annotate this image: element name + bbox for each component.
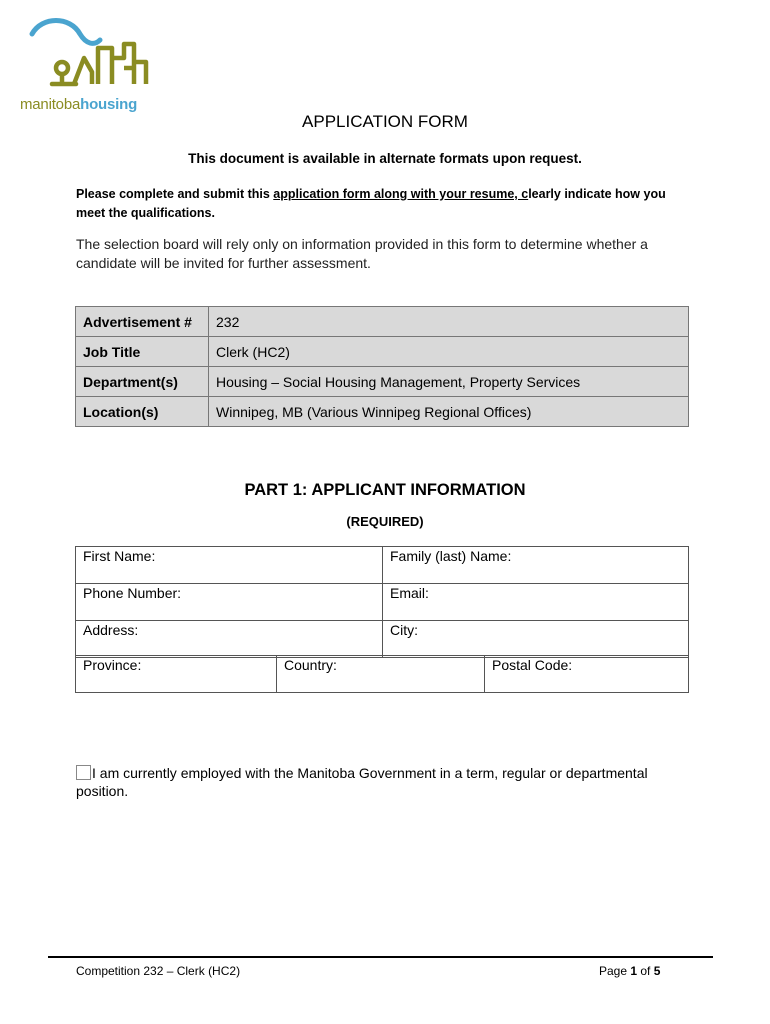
city-field[interactable]: City: xyxy=(383,621,689,658)
table-row xyxy=(76,307,689,337)
advertisement-number-label: Advertisement # xyxy=(76,307,209,337)
location-value: Winnipeg, MB (Various Winnipeg Regional Offices) xyxy=(209,397,689,427)
footer-page-number xyxy=(599,964,660,978)
page-total: 5 xyxy=(653,964,661,978)
location-label: Location(s) xyxy=(76,397,209,427)
family-name-field[interactable]: Family (last) Name: xyxy=(383,547,689,584)
instructions-text-1: Please complete and submit this xyxy=(76,187,274,201)
page-of-label: of xyxy=(637,964,654,978)
logo-word-housing: housing xyxy=(80,96,138,113)
email-field[interactable]: Email: xyxy=(383,584,689,621)
logo-wordmark xyxy=(20,96,137,113)
footer-competition: Competition 232 – Clerk (HC2) xyxy=(76,964,241,978)
country-field[interactable]: Country: xyxy=(277,656,485,693)
table-row xyxy=(76,547,689,584)
postal-code-field[interactable]: Postal Code: xyxy=(485,656,689,693)
footer-divider xyxy=(48,956,713,958)
page-label: Page xyxy=(599,964,631,978)
job-title-value: Clerk (HC2) xyxy=(209,337,689,367)
employment-check-label: I am currently employed with the Manitoba Government in a term, regular or departmental position. xyxy=(76,765,648,799)
department-label: Department(s) xyxy=(76,367,209,397)
selection-board-note: The selection board will rely only on information provided in this form to determine whether a candidate will be invited for further assessment. xyxy=(76,236,648,271)
required-note: (REQUIRED) xyxy=(346,514,424,529)
applicant-location-table xyxy=(75,655,689,693)
employment-checkbox[interactable] xyxy=(76,765,91,780)
applicant-info-table xyxy=(75,546,689,658)
instructions-underlined: application form along with your resume, c xyxy=(273,187,529,201)
job-title-label: Job Title xyxy=(76,337,209,367)
instructions xyxy=(76,185,696,223)
part1-heading: PART 1: APPLICANT INFORMATION xyxy=(244,481,526,499)
first-name-field[interactable]: First Name: xyxy=(76,547,383,584)
logo-word-manitoba: manitoba xyxy=(20,96,81,113)
logo-mark-icon xyxy=(18,14,158,96)
advertisement-table xyxy=(75,306,689,427)
table-row xyxy=(76,397,689,427)
employment-check-row xyxy=(76,764,696,800)
alternate-formats-note: This document is available in alternate formats upon request. xyxy=(188,151,582,166)
phone-number-field[interactable]: Phone Number: xyxy=(76,584,383,621)
address-field[interactable]: Address: xyxy=(76,621,383,658)
department-value: Housing – Social Housing Management, Property Services xyxy=(209,367,689,397)
advertisement-number-value: 232 xyxy=(209,307,689,337)
table-row xyxy=(76,337,689,367)
table-row xyxy=(76,584,689,621)
table-row xyxy=(76,656,689,693)
table-row xyxy=(76,621,689,658)
province-field[interactable]: Province: xyxy=(76,656,277,693)
instructions-text-2: learly indicate how you meet the qualifications. xyxy=(76,187,666,220)
page-title: APPLICATION FORM xyxy=(302,112,468,131)
page-current: 1 xyxy=(630,964,638,978)
table-row xyxy=(76,367,689,397)
